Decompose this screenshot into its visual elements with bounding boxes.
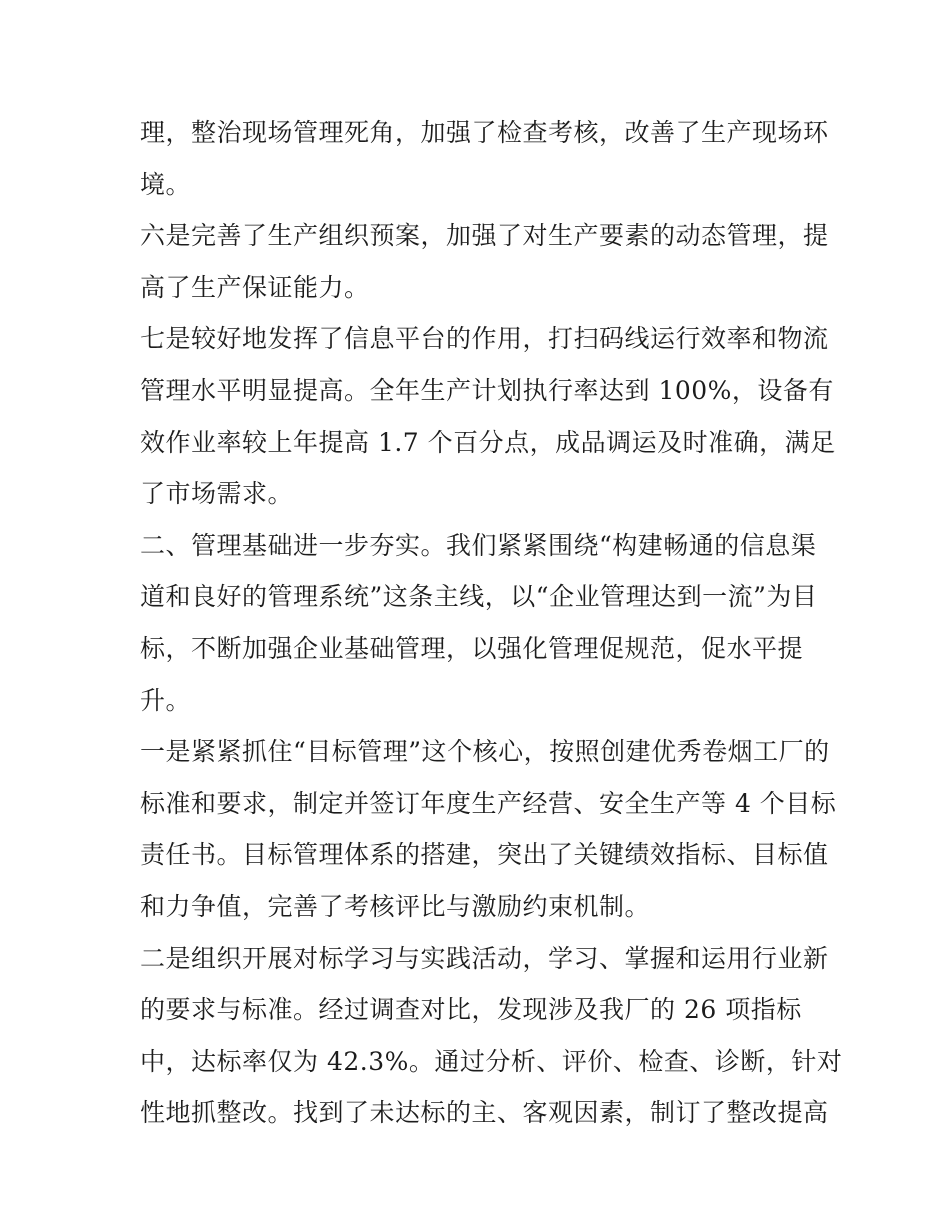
document-body — [140, 107, 843, 1139]
text-line: 了市场需求。 — [140, 479, 294, 509]
text-line: 责任书。目标管理体系的搭建，突出了关键绩效指标、目标值 — [140, 840, 829, 870]
text-line: 一是紧紧抓住“目标管理”这个核心，按照创建优秀卷烟工厂的 — [140, 737, 830, 767]
text-line: 标，不断加强企业基础管理，以强化管理促规范，促水平提 — [140, 633, 804, 663]
text-line: 七是较好地发挥了信息平台的作用，打扫码线运行效率和物流 — [140, 324, 829, 354]
text-line: 管理水平明显提高。全年生产计划执行率达到 100%，设备有 — [140, 375, 834, 405]
text-line: 中，达标率仅为 42.3%。通过分析、评价、检查、诊断，针对 — [140, 1046, 843, 1076]
text-line: 道和良好的管理系统”这条主线，以“企业管理达到一流”为目 — [140, 582, 818, 612]
text-line: 高了生产保证能力。 — [140, 272, 370, 302]
text-line: 二是组织开展对标学习与实践活动，学习、掌握和运用行业新 — [140, 943, 829, 973]
text-line: 性地抓整改。找到了未达标的主、客观因素，制订了整改提高 — [140, 1098, 829, 1128]
text-line: 境。 — [140, 169, 192, 199]
text-line: 理，整治现场管理死角，加强了检查考核，改善了生产现场环 — [140, 118, 829, 147]
text-line: 六是完善了生产组织预案，加强了对生产要素的动态管理，提 — [140, 221, 829, 251]
text-line: 和力争值，完善了考核评比与激励约束机制。 — [140, 891, 651, 921]
text-line: 效作业率较上年提高 1.7 个百分点，成品调运及时准确，满足 — [140, 427, 836, 457]
text-line: 二、管理基础进一步夯实。我们紧紧围绕“构建畅通的信息渠 — [140, 530, 817, 560]
text-line: 标准和要求，制定并签订年度生产经营、安全生产等 4 个目标 — [140, 788, 837, 818]
text-line: 升。 — [140, 685, 192, 715]
text-line: 的要求与标准。经过调查对比，发现涉及我厂的 26 项指标 — [140, 995, 802, 1025]
